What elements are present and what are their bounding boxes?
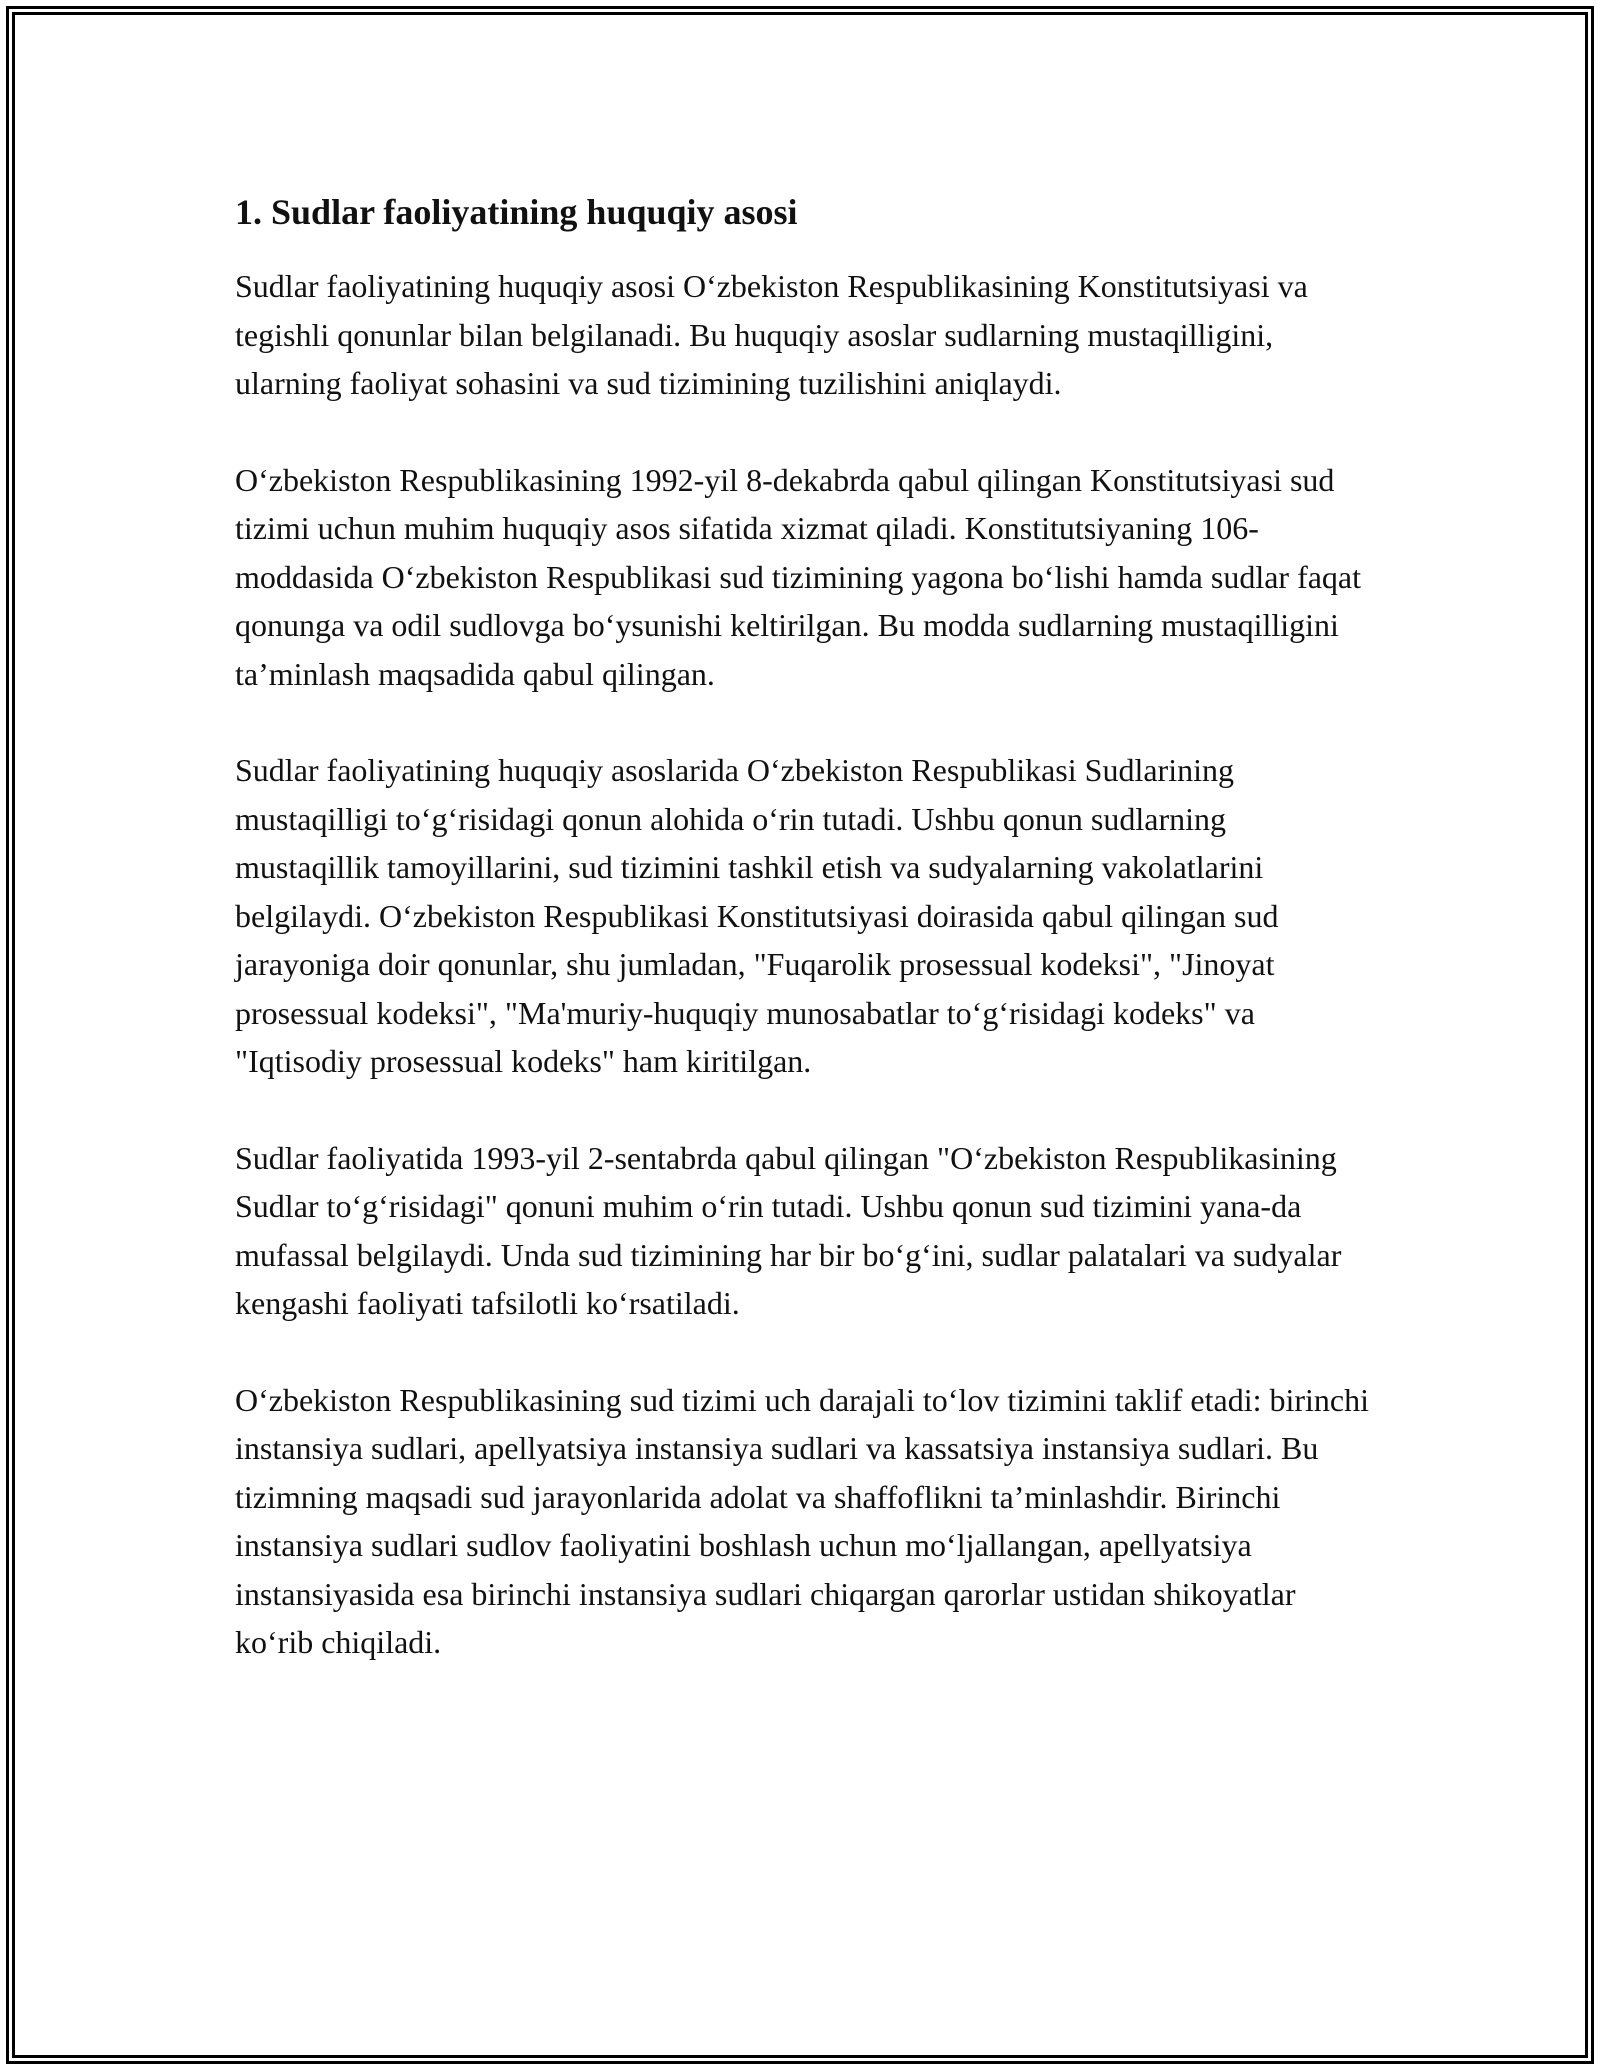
- paragraph-1: Sudlar faoliyatining huquqiy asosi O‘zbekiston Respublikasining Konstitutsiyasi va tegishli qonunlar bilan belgilanadi. Bu huquqiy asoslar sudlarning mustaqilligini, ularning faoliyat sohasini va sud tizimining tuzilishini aniqlaydi.: [235, 268, 1308, 401]
- paragraph-2: O‘zbekiston Respublikasining 1992-yil 8-dekabrda qabul qilingan Konstitutsiyasi sud tizimi uchun muhim huquqiy asos sifatida xizmat qiladi. Konstitutsiyaning 106-moddasida O‘zbekiston Respublikasi sud tizimining yagona bo‘lishi hamda sudlar faqat qonunga va odil sudlovga bo‘ysunishi keltirilgan. Bu modda sudlarning mustaqilligini ta’minlash maqsadida qabul qilingan.: [235, 461, 1362, 692]
- paragraph-5: O‘zbekiston Respublikasining sud tizimi uch darajali to‘lov tizimini taklif etadi: birinchi instansiya sudlari, apellyatsiya instansiya sudlari va kassatsiya instansiya sudlari. Bu tizimning maqsadi sud jarayonlarida adolat va shaffoflikni ta’minlashdir. Birinchi instansiya sudlari sudlov faoliyatini boshlash uchun mo‘ljallangan, apellyatsiya instansiyasida esa birinchi instansiya sudlari chiqargan qarorlar ustidan shikoyatlar ko‘rib chiqiladi.: [235, 1381, 1369, 1660]
- paragraph-4: Sudlar faoliyatida 1993-yil 2-sentabrda qabul qilingan "O‘zbekiston Respublikasining Sudlar to‘g‘risidagi" qonuni muhim o‘rin tutadi. Ushbu qonun sud tizimini yana-da mufassal belgilaydi. Unda sud tizimining har bir bo‘g‘ini, sudlar palatalari va sudyalar kengashi faoliyati tafsilotli ko‘rsatiladi.: [235, 1139, 1342, 1321]
- paragraph-3: Sudlar faoliyatining huquqiy asoslarida O‘zbekiston Respublikasi Sudlarining mustaqilligi to‘g‘risidagi qonun alohida o‘rin tutadi. Ushbu qonun sudlarning mustaqillik tamoyillarini, sud tizimini tashkil etish va sudyalarning vakolatlarini belgilaydi. O‘zbekiston Respublikasi Konstitutsiyasi doirasida qabul qilingan sud jarayoniga doir qonunlar, shu jumladan, "Fuqarolik prosessual kodeksi", "Jinoyat prosessual kodeksi", "Ma'muriy-huquqiy munosabatlar to‘g‘risidagi kodeks" va "Iqtisodiy prosessual kodeks" ham kiritilgan.: [235, 752, 1279, 1079]
- section-heading: 1. Sudlar faoliyatining huquqiy asosi: [235, 192, 798, 232]
- document-body: [235, 188, 1375, 1715]
